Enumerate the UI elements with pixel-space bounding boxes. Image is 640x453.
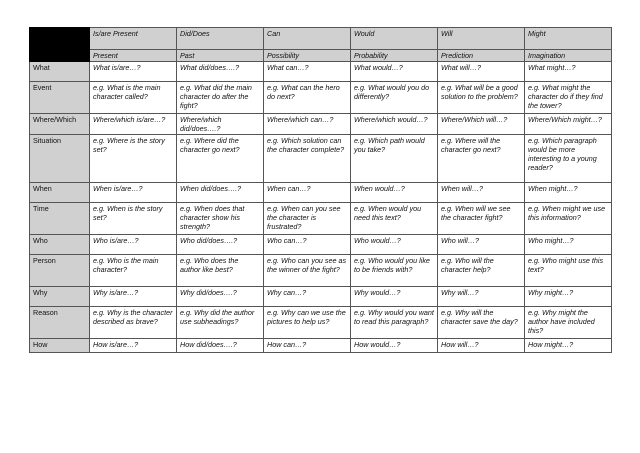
row-label-how: How [30,339,90,353]
table-cell: Why is/are…? [90,287,177,307]
table-cell: e.g. Why will the character save the day? [438,307,525,339]
table-cell: How can…? [264,339,351,353]
row-label-reason: Reason [30,307,90,339]
table-cell: e.g. Who does the author like best? [177,255,264,287]
table-cell: Where/which is/are…? [90,114,177,135]
col-header-is-are: Is/are Present [90,28,177,50]
table-cell: e.g. What might the character do if they find the tower? [525,82,612,114]
header-row-category [30,50,612,62]
col-header-did-does: Did/Does [177,28,264,50]
table-cell: How is/are…? [90,339,177,353]
table-cell: Where/Which will…? [438,114,525,135]
col-header-can: Can [264,28,351,50]
table-cell: Who will…? [438,235,525,255]
table-cell: e.g. Who would you like to be friends with? [351,255,438,287]
question-matrix-table [29,27,612,353]
table-cell: What will…? [438,62,525,82]
corner-black-cell [30,28,90,62]
table-cell: e.g. When would you need this text? [351,203,438,235]
table-cell: How might…? [525,339,612,353]
row-label-who: Who [30,235,90,255]
table-cell: Who can…? [264,235,351,255]
table-cell: How did/does….? [177,339,264,353]
table-cell: e.g. Where is the story set? [90,135,177,183]
table-cell: What can…? [264,62,351,82]
table-cell: e.g. Who will the character help? [438,255,525,287]
table-cell: Who might…? [525,235,612,255]
table-row-who [30,235,612,255]
row-label-person: Person [30,255,90,287]
col-header-will: Will [438,28,525,50]
table-row-event [30,82,612,114]
table-row-situation [30,135,612,183]
table-cell: When might…? [525,183,612,203]
row-label-when: When [30,183,90,203]
table-row-reason [30,307,612,339]
table-row-where-which [30,114,612,135]
table-cell: e.g. Where will the character go next? [438,135,525,183]
table-cell: What did/does….? [177,62,264,82]
table-cell: e.g. When can you see the character is frustrated? [264,203,351,235]
table-cell: e.g. Why did the author use subheadings? [177,307,264,339]
table-cell: Why will…? [438,287,525,307]
col-sub-possibility: Possibility [264,50,351,62]
col-sub-imagination: Imagination [525,50,612,62]
table-cell: What is/are…? [90,62,177,82]
row-label-event: Event [30,82,90,114]
col-sub-past: Past [177,50,264,62]
col-sub-present: Present [90,50,177,62]
col-header-might: Might [525,28,612,50]
table-cell: Why can…? [264,287,351,307]
col-sub-probability: Probability [351,50,438,62]
table-cell: When did/does….? [177,183,264,203]
table-row-time [30,203,612,235]
table-cell: e.g. Why would you want to read this paragraph? [351,307,438,339]
table-cell: e.g. Which paragraph would be more interesting to a young reader? [525,135,612,183]
table-cell: Who is/are…? [90,235,177,255]
table-cell: Where/Which might…? [525,114,612,135]
table-cell: When would…? [351,183,438,203]
table-cell: e.g. When will we see the character fight? [438,203,525,235]
table-cell: When will…? [438,183,525,203]
table-cell: e.g. What is the main character called? [90,82,177,114]
table-cell: e.g. What can the hero do next? [264,82,351,114]
table-cell: Who would…? [351,235,438,255]
table-cell: What would…? [351,62,438,82]
header-row-tense [30,28,612,50]
table-cell: e.g. What would you do differently? [351,82,438,114]
row-label-where-which: Where/Which [30,114,90,135]
table-cell: Why did/does….? [177,287,264,307]
table-cell: e.g. When does that character show his strength? [177,203,264,235]
table-cell: e.g. Who might use this text? [525,255,612,287]
table-row-when [30,183,612,203]
table-cell: e.g. When is the story set? [90,203,177,235]
table-cell: How would…? [351,339,438,353]
table-cell: Why would…? [351,287,438,307]
table-cell: How will…? [438,339,525,353]
table-cell: e.g. When might we use this information? [525,203,612,235]
table-cell: When can…? [264,183,351,203]
table-row-how [30,339,612,353]
table-cell: e.g. Who can you see as the winner of the fight? [264,255,351,287]
row-label-time: Time [30,203,90,235]
table-cell: e.g. Why can we use the pictures to help us? [264,307,351,339]
table-cell: e.g. Which path would you take? [351,135,438,183]
table-cell: Why might…? [525,287,612,307]
row-label-why: Why [30,287,90,307]
table-row-why [30,287,612,307]
table-cell: Where/which can…? [264,114,351,135]
row-label-what: What [30,62,90,82]
col-sub-prediction: Prediction [438,50,525,62]
table-cell: e.g. Why might the author have included this? [525,307,612,339]
table-cell: e.g. Which solution can the character complete? [264,135,351,183]
table-cell: Who did/does….? [177,235,264,255]
table-cell: Where/which would…? [351,114,438,135]
table-row-person [30,255,612,287]
table-cell: e.g. What did the main character do after the fight? [177,82,264,114]
table-cell: e.g. What will be a good solution to the problem? [438,82,525,114]
row-label-situation: Situation [30,135,90,183]
table-cell: e.g. Who is the main character? [90,255,177,287]
table-cell: When is/are…? [90,183,177,203]
table-cell: e.g. Where did the character go next? [177,135,264,183]
table-cell: e.g. Why is the character described as brave? [90,307,177,339]
table-cell: What might…? [525,62,612,82]
col-header-would: Would [351,28,438,50]
table-cell: Where/which did/does….? [177,114,264,135]
table-row-what [30,62,612,82]
